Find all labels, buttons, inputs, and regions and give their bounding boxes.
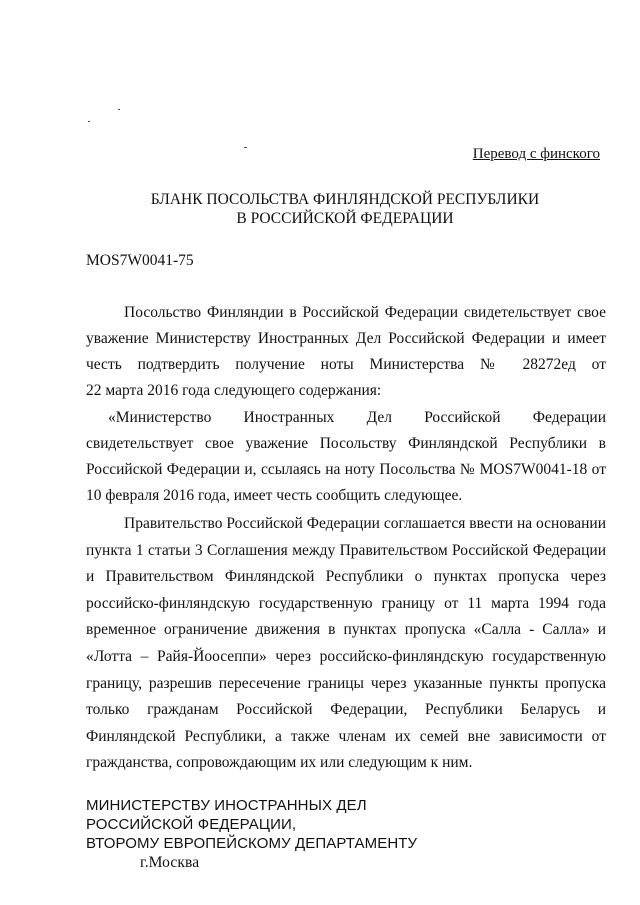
paragraph-line: 10 февраля 2016 года, имеет честь сообщить следующее. [86,487,463,504]
letterhead-line-1: БЛАНК ПОСОЛЬСТВА ФИНЛЯНДСКОЙ РЕСПУБЛИКИ [150,191,540,208]
paragraph-line: 22 марта 2016 года следующего содержания: [86,382,382,399]
paragraph-line: временное ограничение движения в пунктах пропуска «Салла - Салла» и [86,621,606,639]
paragraph-line: пункта 1 статьи 3 Соглашения между Правительством Российской Федерации [86,541,606,559]
paragraph-2 [86,405,606,509]
paragraph-line: Российской Федерации и, ссылаясь на ноту Посольства № MOS7W0041-18 от [86,461,606,478]
paragraph-line: честь подтвердить получение ноты Министерства № 28272ед от [86,356,606,373]
paragraph-line: гражданства, сопровождающим их или следующим к ним. [86,754,473,772]
paragraph-line: только гражданам Российской Федерации, Республики Беларусь и [86,701,606,719]
letterhead-line-2: В РОССИЙСКОЙ ФЕДЕРАЦИИ [236,210,454,227]
addressee-line-1: МИНИСТЕРСТВУ ИНОСТРАННЫХ ДЕЛ [86,797,367,814]
addressee-line-3: ВТОРОМУ ЕВРОПЕЙСКОМУ ДЕПАРТАМЕНТУ [86,835,418,852]
paragraph-line: свидетельствует свое уважение Посольству Финляндской Республики в [86,435,606,452]
paragraph-3 [86,511,606,777]
addressee-block [86,796,417,872]
paragraph-line: «Лотта – Райя-Йоосеппи» через российско-финляндскую государственную [86,647,606,665]
paragraph-line: границу, разрешив пересечение границы через указанные пункты пропуска [86,674,606,692]
addressee-city: г.Москва [140,854,200,871]
translation-note: Перевод с финского [472,146,600,162]
paragraph-line: «Министерство Иностранных Дел Российской Федерации [108,409,606,426]
paragraph-line: Правительство Российской Федерации соглашается ввести на основании [124,515,606,532]
paragraph-line: российско-финляндскую государственную границу от 11 марта 1994 года [86,594,606,612]
paragraph-line: и Правительством Финляндской Республики о пунктах пропуска через [86,568,606,586]
scan-speck [244,147,247,148]
paragraph-line: Посольство Финляндии в Российской Федерации свидетельствует свое [124,304,606,321]
addressee-line-2: РОССИЙСКОЙ ФЕДЕРАЦИИ, [86,816,297,833]
letterhead [0,190,640,228]
reference-number: MOS7W0041-75 [86,252,194,269]
scan-speck [118,109,120,110]
scan-speck [88,121,90,122]
paragraph-1 [86,300,606,404]
paragraph-line: уважение Министерству Иностранных Дел Российской Федерации и имеет [86,330,606,347]
paragraph-line: Финляндской Республики, а также членам их семей вне зависимости от [86,727,606,745]
